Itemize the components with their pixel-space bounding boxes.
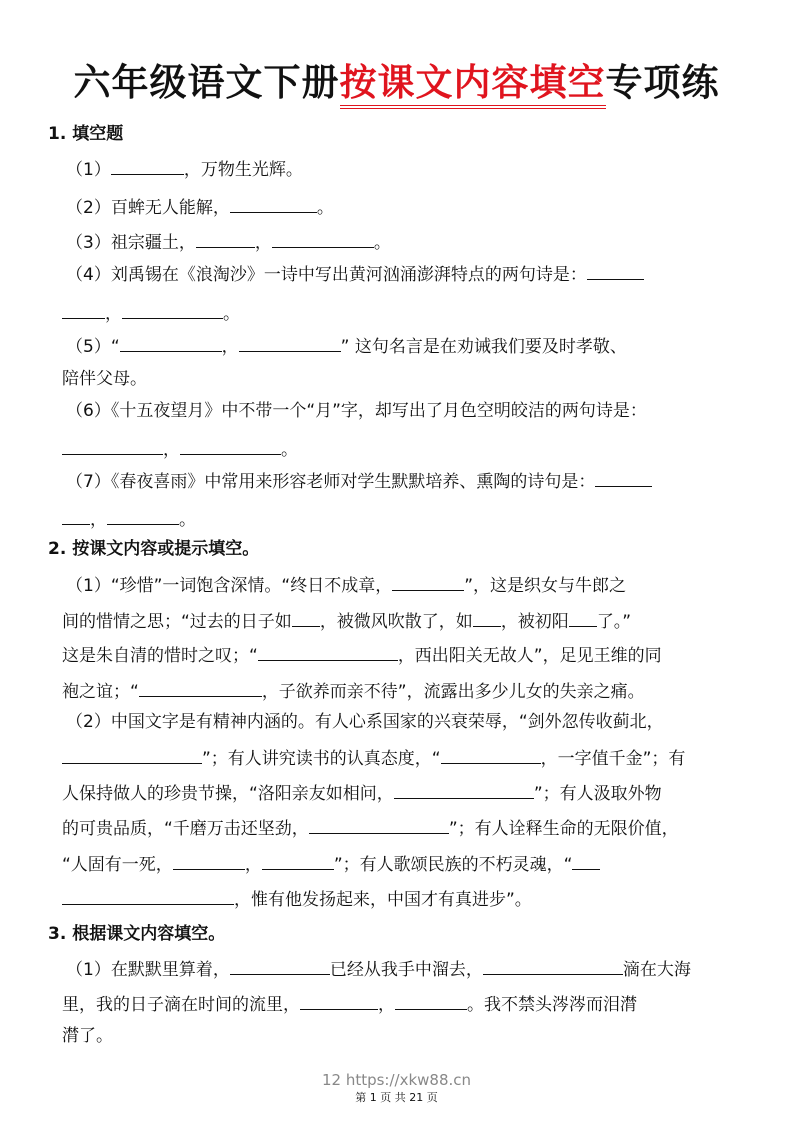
exercise-line xyxy=(66,958,691,980)
line-text: 。 xyxy=(223,304,240,324)
line-text: （1） xyxy=(66,160,111,180)
fill-in-blank[interactable] xyxy=(394,782,534,799)
line-text: （7）《春夜喜雨》中常用来形容老师对学生默默培养、熏陶的诗句是： xyxy=(66,472,596,492)
line-text: ，万物生光辉。 xyxy=(183,160,303,180)
fill-in-blank[interactable] xyxy=(62,747,202,764)
exercise-line xyxy=(62,610,631,632)
fill-in-blank[interactable] xyxy=(262,853,334,870)
line-text: ， xyxy=(105,304,122,324)
title-part3: 专项练 xyxy=(605,61,720,104)
exercise-line xyxy=(62,680,645,702)
exercise-line xyxy=(62,747,685,769)
fill-in-blank[interactable] xyxy=(180,438,281,455)
exercise-line xyxy=(66,712,664,732)
fill-in-blank[interactable] xyxy=(292,610,320,627)
fill-in-blank[interactable] xyxy=(62,302,105,319)
exercise-line xyxy=(66,574,626,596)
line-text: 这是朱自清的惜时之叹；“ xyxy=(62,646,258,666)
line-text: ，子欲养而亲不待”，流露出多少儿女的失亲之痛。 xyxy=(261,682,645,702)
line-text: ，惟有他发扬起来，中国才有真进步”。 xyxy=(234,890,532,910)
exercise-line xyxy=(62,782,662,804)
footer-watermark: 12 https://xkw88.cn xyxy=(321,1071,472,1089)
line-text: 陪伴父母。 xyxy=(62,369,147,389)
fill-in-blank[interactable] xyxy=(62,888,234,905)
exercise-line xyxy=(62,508,196,530)
page-title xyxy=(0,52,793,106)
exercise-line xyxy=(62,644,662,666)
fill-in-blank[interactable] xyxy=(196,231,255,248)
fill-in-blank[interactable] xyxy=(309,817,449,834)
line-text: ”；有人诠释生命的无限价值， xyxy=(448,819,679,839)
line-text: ， xyxy=(378,995,395,1015)
exercise-line xyxy=(62,1026,113,1046)
line-text: ”；有人歌颂民族的不朽灵魂，“ xyxy=(333,855,573,875)
line-text: （2）中国文字是有精神内涵的。有人心系国家的兴衰荣辱，“剑外忽传收蓟北， xyxy=(66,712,664,732)
line-text: （2）百蛑无人能解， xyxy=(66,198,230,218)
exercise-line xyxy=(66,470,652,492)
exercise-line xyxy=(62,438,298,460)
fill-in-blank[interactable] xyxy=(587,263,644,280)
exercise-line xyxy=(66,231,391,253)
line-text: ，西出阳关无故人”，足见王维的同 xyxy=(397,646,662,666)
fill-in-blank[interactable] xyxy=(258,644,398,661)
exercise-line xyxy=(62,302,240,324)
fill-in-blank[interactable] xyxy=(62,508,90,525)
exercise-line xyxy=(62,369,147,389)
section-heading xyxy=(48,924,225,944)
line-text: ， xyxy=(221,337,239,357)
footer-page-info: 第 1 页 共 21 页 xyxy=(355,1091,438,1104)
line-text: 。 xyxy=(281,440,298,460)
exercise-line xyxy=(66,401,647,421)
exercise-line xyxy=(62,993,637,1015)
fill-in-blank[interactable] xyxy=(107,508,179,525)
line-text: ，一字值千金”；有 xyxy=(540,749,686,769)
fill-in-blank[interactable] xyxy=(300,993,378,1010)
line-text: 里，我的日子滴在时间的流里， xyxy=(62,995,300,1015)
exercise-line xyxy=(66,263,644,285)
fill-in-blank[interactable] xyxy=(441,747,541,764)
fill-in-blank[interactable] xyxy=(239,335,341,352)
section-heading xyxy=(48,124,123,144)
line-text: ， xyxy=(244,855,262,875)
line-text: “人固有一死， xyxy=(62,855,173,875)
line-text: 潸了。 xyxy=(62,1026,113,1046)
exercise-line xyxy=(62,817,679,839)
fill-in-blank[interactable] xyxy=(392,574,464,591)
line-text: （6）《十五夜望月》中不带一个“月”字，却写出了月色空明皎洁的两句诗是： xyxy=(66,401,647,421)
fill-in-blank[interactable] xyxy=(173,853,245,870)
line-text: ， xyxy=(163,440,180,460)
fill-in-blank[interactable] xyxy=(230,958,330,975)
exercise-line xyxy=(62,853,600,875)
section-heading xyxy=(48,539,259,559)
fill-in-blank[interactable] xyxy=(595,470,652,487)
line-text: 袍之谊；“ xyxy=(62,682,139,702)
fill-in-blank[interactable] xyxy=(569,610,597,627)
line-text: ”，这是织女与牛郎之 xyxy=(464,576,627,596)
line-text: 。我不禁头涔涔而泪潸 xyxy=(467,995,637,1015)
fill-in-blank[interactable] xyxy=(230,196,317,213)
fill-in-blank[interactable] xyxy=(111,158,184,175)
line-text: 的可贵品质，“千磨万击还坚劲， xyxy=(62,819,309,839)
line-text: （3）祖宗疆土， xyxy=(66,233,196,253)
exercise-line xyxy=(66,196,334,218)
line-text: ， xyxy=(90,510,107,530)
line-text: 了。” xyxy=(596,612,632,632)
fill-in-blank[interactable] xyxy=(122,302,223,319)
line-text: （4）刘禹锡在《浪淘沙》一诗中写出黄河汹涌澎湃特点的两句诗是： xyxy=(66,265,587,285)
fill-in-blank[interactable] xyxy=(272,231,374,248)
line-text: ”；有人汲取外物 xyxy=(533,784,662,804)
fill-in-blank[interactable] xyxy=(139,680,262,697)
line-text: 1. 填空题 xyxy=(48,124,124,144)
line-text: ，被微风吹散了，如 xyxy=(319,612,473,632)
exercise-line xyxy=(66,335,627,357)
line-text: 2. 按课文内容或提示填空。 xyxy=(48,539,260,559)
title-highlight: 按课文内容填空 xyxy=(340,61,606,109)
fill-in-blank[interactable] xyxy=(572,853,600,870)
line-text: 滴在大海 xyxy=(622,960,691,980)
exercise-line xyxy=(62,888,532,910)
line-text: 间的惜情之思；“过去的日子如 xyxy=(62,612,292,632)
line-text: （1）“珍惜”一词饱含深情。“终日不成章， xyxy=(66,576,393,596)
line-text: 3. 根据课文内容填空。 xyxy=(48,924,226,944)
line-text: （5）“ xyxy=(66,337,120,357)
line-text: 已经从我手中溜去， xyxy=(329,960,483,980)
line-text: ，被初阳 xyxy=(500,612,569,632)
line-text: ， xyxy=(254,233,272,253)
fill-in-blank[interactable] xyxy=(62,438,163,455)
line-text: ” 这句名言是在劝诫我们要及时孝敬、 xyxy=(340,337,627,357)
title-part1: 六年级语文下册 xyxy=(73,61,340,104)
line-text: （1）在默默里算着， xyxy=(66,960,230,980)
line-text: 人保持做人的珍贵节操，“洛阳亲友如相问， xyxy=(62,784,394,804)
fill-in-blank[interactable] xyxy=(120,335,222,352)
line-text: ”；有人讲究读书的认真态度，“ xyxy=(202,749,441,769)
exercise-line xyxy=(66,158,303,180)
line-text: 。 xyxy=(179,510,196,530)
fill-in-blank[interactable] xyxy=(395,993,467,1010)
fill-in-blank[interactable] xyxy=(473,610,501,627)
line-text: 。 xyxy=(316,198,334,218)
fill-in-blank[interactable] xyxy=(483,958,623,975)
line-text: 。 xyxy=(373,233,391,253)
